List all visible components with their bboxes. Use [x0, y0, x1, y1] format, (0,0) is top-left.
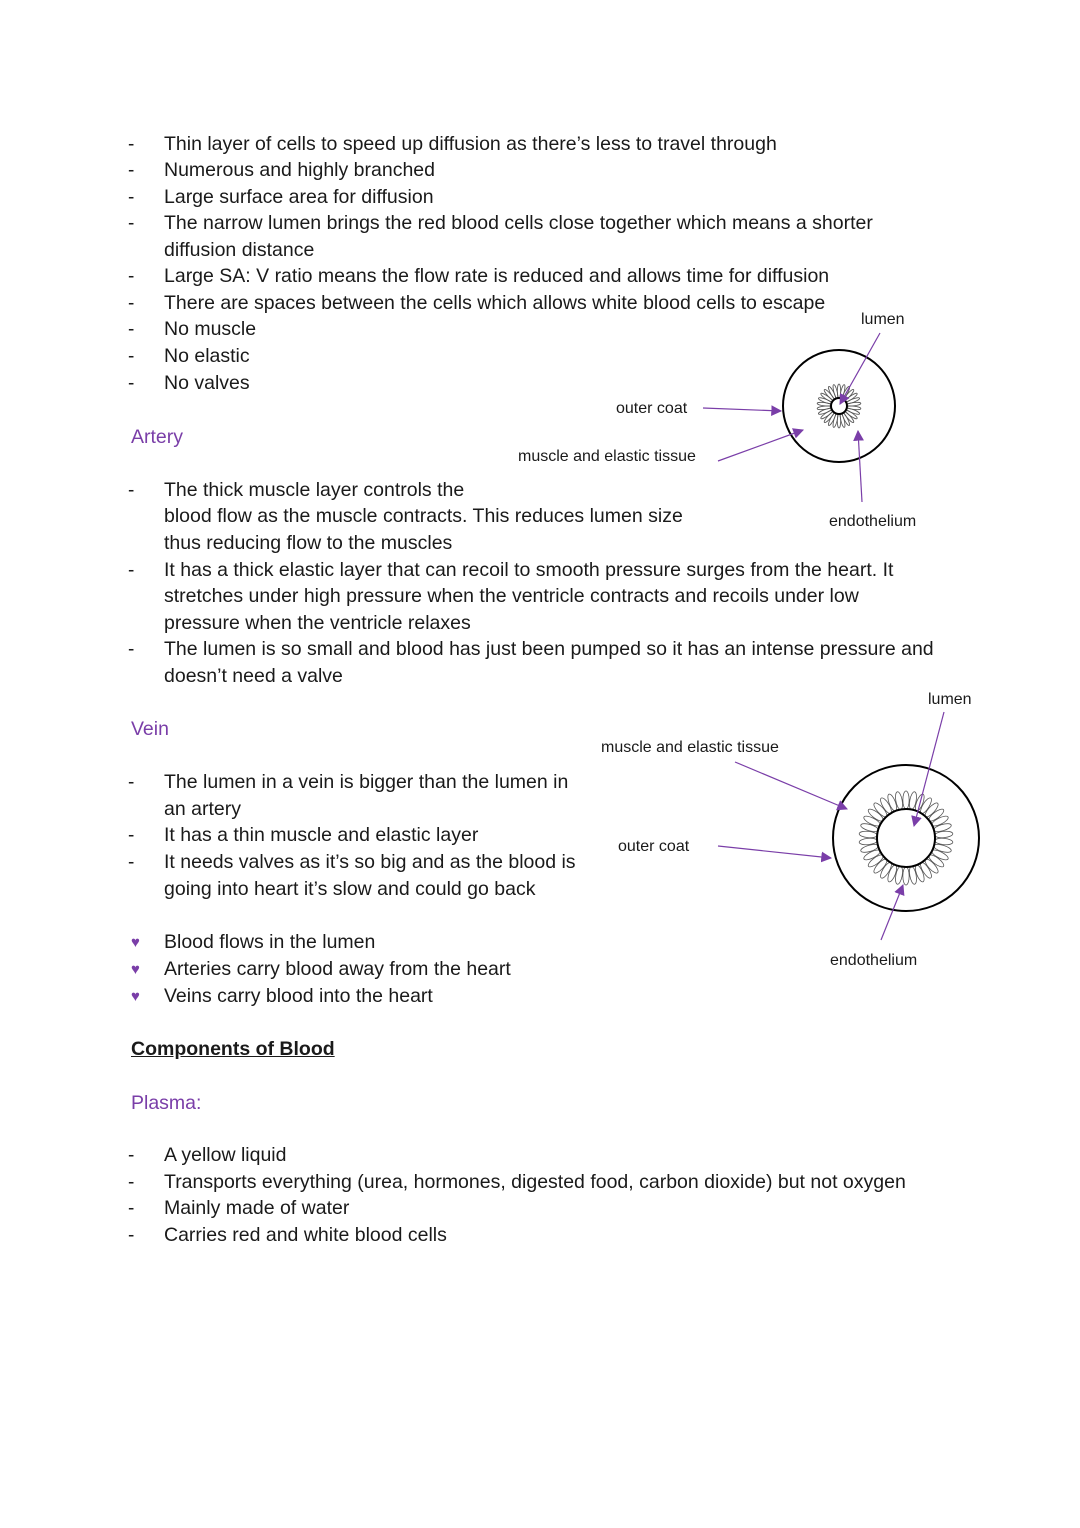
vein-outer-coat-label: outer coat [618, 838, 690, 855]
vein-endothelium-label: endothelium [830, 952, 918, 969]
artery-outer-coat-label: outer coat [616, 400, 688, 417]
list-item-continuation: blood flow as the muscle contracts. This reduces lumen size [164, 505, 683, 527]
plasma-heading: Plasma: [131, 1092, 202, 1114]
bullet-dash: - [128, 213, 135, 234]
bullet-dash: - [128, 560, 135, 581]
vein-lumen-circle [877, 809, 935, 867]
vein-outer-coat-pointer [718, 846, 831, 858]
list-item: Thin layer of cells to speed up diffusion as there’s less to travel through [164, 133, 777, 155]
artery-lumen-label: lumen [861, 311, 905, 328]
artery-endothelium-label: endothelium [829, 513, 917, 530]
bullet-dash: - [128, 1225, 135, 1246]
list-item: A yellow liquid [164, 1144, 287, 1166]
artery-heading: Artery [131, 426, 184, 448]
heart-bullet-icon: ♥ [131, 988, 140, 1005]
bullet-dash: - [128, 772, 135, 793]
vein-endothelium-pointer [881, 885, 903, 940]
list-item: It has a thin muscle and elastic layer [164, 824, 479, 846]
components-title: Components of Blood [131, 1038, 335, 1060]
list-item-continuation: doesn’t need a valve [164, 665, 343, 687]
list-item: The lumen is so small and blood has just been pumped so it has an intense pressure and [164, 638, 934, 660]
list-item-continuation: stretches under high pressure when the ventricle contracts and recoils under low [164, 585, 859, 607]
list-item: Arteries carry blood away from the heart [164, 958, 511, 980]
list-item: No valves [164, 372, 250, 394]
bullet-dash: - [128, 639, 135, 660]
bullet-dash: - [128, 373, 135, 394]
bullet-dash: - [128, 134, 135, 155]
list-item: Numerous and highly branched [164, 159, 436, 181]
list-item: Carries red and white blood cells [164, 1224, 447, 1246]
list-item: Large SA: V ratio means the flow rate is reduced and allows time for diffusion [164, 265, 830, 287]
bullet-dash: - [128, 266, 135, 287]
endothelium-fold [894, 791, 904, 810]
bullet-dash: - [128, 346, 135, 367]
list-item: Transports everything (urea, hormones, digested food, carbon dioxide) but not oxygen [164, 1171, 906, 1193]
list-item: No elastic [164, 345, 250, 367]
vein-lumen-pointer [914, 712, 944, 826]
bullet-dash: - [128, 160, 135, 181]
list-item: The lumen in a vein is bigger than the lumen in [164, 771, 569, 793]
bullet-dash: - [128, 293, 135, 314]
list-item: Large surface area for diffusion [164, 186, 434, 208]
vein-muscle-elastic-pointer [735, 762, 847, 809]
heart-bullet-icon: ♥ [131, 934, 140, 951]
list-item-continuation: pressure when the ventricle relaxes [164, 612, 471, 634]
heart-bullet-icon: ♥ [131, 961, 140, 978]
vein-muscle-elastic-label: muscle and elastic tissue [601, 739, 779, 756]
list-item: Veins carry blood into the heart [164, 985, 433, 1007]
list-item: The thick muscle layer controls the [164, 479, 465, 501]
bullet-dash: - [128, 319, 135, 340]
bullet-dash: - [128, 480, 135, 501]
vein-lumen-label: lumen [928, 691, 972, 708]
bullet-dash: - [128, 1172, 135, 1193]
endothelium-fold [894, 866, 904, 885]
bullet-dash: - [128, 852, 135, 873]
bullet-dash: - [128, 187, 135, 208]
list-item-continuation: thus reducing flow to the muscles [164, 532, 453, 554]
list-item: No muscle [164, 318, 257, 340]
vein-heading: Vein [131, 718, 169, 740]
list-item: There are spaces between the cells which allows white blood cells to escape [164, 292, 826, 314]
list-item: Blood flows in the lumen [164, 931, 376, 953]
endothelium-fold [903, 867, 909, 885]
endothelium-fold [903, 791, 909, 809]
endothelium-fold [908, 866, 918, 885]
bullet-dash: - [128, 1145, 135, 1166]
list-item: It needs valves as it’s so big and as the blood is [164, 851, 576, 873]
list-item-continuation: diffusion distance [164, 239, 315, 261]
endothelium-fold [908, 791, 918, 810]
list-item: It has a thick elastic layer that can recoil to smooth pressure surges from the heart. It [164, 559, 894, 581]
list-item: Mainly made of water [164, 1197, 350, 1219]
list-item: The narrow lumen brings the red blood cells close together which means a shorter [164, 212, 873, 234]
bullet-dash: - [128, 825, 135, 846]
list-item-continuation: going into heart it’s slow and could go back [164, 878, 536, 900]
bullet-dash: - [128, 1198, 135, 1219]
list-item-continuation: an artery [164, 798, 241, 820]
artery-muscle-elastic-label: muscle and elastic tissue [518, 448, 696, 465]
